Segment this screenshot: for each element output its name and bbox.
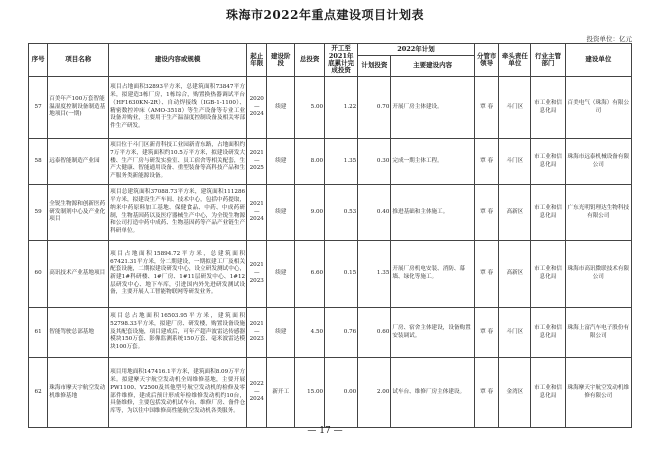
- row-project-name: 智能驾驶总部基地: [48, 308, 109, 358]
- row-total-investment: 6.60: [295, 241, 325, 308]
- row-year-part: 2021: [249, 320, 264, 327]
- header-project-name: 项目名称: [48, 44, 109, 77]
- row-year-part: 2023: [249, 277, 264, 284]
- row-project-name: 百美年产100万套智能温湿度控制设备制造基地项目(一期): [48, 77, 109, 139]
- row-year-part: 2024: [249, 396, 264, 403]
- row-owner: 珠海摩天宇航空发动机维修有限公司: [565, 358, 631, 428]
- row-project-name: 高讯技术产业基地项目: [48, 241, 109, 308]
- header-responsible-unit: 牵头责任单位: [499, 44, 531, 77]
- header-content: 建设内容或规模: [109, 44, 247, 77]
- row-leader: 覃 春: [474, 241, 499, 308]
- row-owner: 珠海市高讯微联技术有限公司: [565, 241, 631, 308]
- row-year-part: 2021: [249, 200, 264, 207]
- row-responsible-unit: 高新区: [499, 185, 531, 241]
- row-seq: 61: [29, 308, 48, 358]
- row-years: [247, 308, 267, 358]
- row-content: 项目占地面积32893平方米，总建筑面积73847平方米，拟建造3栋厂房，1栋综合，购置换热器调试平台（HF1630KN-2R）、自动焊接线（IGB-1-1100）、精密数控冲床（AMO-3518）等生产设备等专业工业设备并购业，主要用于生产温湿度控制设备及相关零部件生产研发。: [109, 77, 247, 139]
- header-stage: 建设阶段: [267, 44, 295, 77]
- row-industry-dept: 市工业和信息化局: [531, 308, 565, 358]
- row-leader: 覃 春: [474, 185, 499, 241]
- row-industry-dept: 市工业和信息化局: [531, 139, 565, 185]
- table-row: [29, 308, 632, 358]
- row-stage: 续建: [267, 139, 295, 185]
- row-year-part: 2022: [249, 380, 264, 387]
- project-plan-table: [28, 43, 632, 428]
- row-year-part: 2021: [249, 149, 264, 156]
- row-total-investment: 9.00: [295, 185, 325, 241]
- row-owner: 珠海市远泰机械设备有限公司: [565, 139, 631, 185]
- row-responsible-unit: 斗门区: [499, 308, 531, 358]
- row-responsible-unit: 斗门区: [499, 139, 531, 185]
- row-plan-investment: 1.35: [358, 241, 391, 308]
- row-leader: 覃 春: [474, 139, 499, 185]
- row-cumulative-investment: 0.53: [325, 185, 358, 241]
- row-stage: 续建: [267, 77, 295, 139]
- row-year-part: 2020: [249, 95, 264, 102]
- row-owner: 珠海上富汽车电子股份有限公司: [565, 308, 631, 358]
- row-content: 项目位于斗门区新青科技工业园新青东路，占地面积约7万平方米，建筑面积约10.5万平方米，拟建设研发大楼、生产厂房与研发实验室、员工宿舍等相关配套，生产大健康、智能通用设备、重型装备等高科技产品和生产服务类新能源设备。: [109, 139, 247, 185]
- row-year-part: 2021: [249, 262, 264, 269]
- row-responsible-unit: 斗门区: [499, 77, 531, 139]
- row-owner: 广东光明钥理达生物科技有限公司: [565, 185, 631, 241]
- row-year-part: —: [253, 103, 260, 110]
- row-total-investment: 4.50: [295, 308, 325, 358]
- row-industry-dept: 市工业和信息化局: [531, 241, 565, 308]
- header-owner: 建设单位: [565, 44, 631, 77]
- row-content: 项目总建筑面积37088.73平方米，建筑面积111286平方米，拟建设生产车间、技术中心，包括中药提取，纳米中药原料加工基地、保健食品、中药、中成药研制，生物基因药以及医疗器械生产中心，为全锐生物源和公司打造中药中成药、生物基因药等产品产业链生产科研单位。: [109, 185, 247, 241]
- row-plan-content: 开展厂房机电安装、消防、幕墙、绿化等施工。: [391, 241, 474, 308]
- table-row: [29, 139, 632, 185]
- header-years: 起止年限: [247, 44, 267, 77]
- row-years: [247, 77, 267, 139]
- row-year-part: —: [253, 157, 260, 164]
- row-plan-content: 开展厂房主体建设。: [391, 77, 474, 139]
- row-total-investment: 15.00: [295, 358, 325, 428]
- header-total-investment: 总投资: [295, 44, 325, 77]
- row-stage: 续建: [267, 241, 295, 308]
- row-seq: 60: [29, 241, 48, 308]
- row-content: 项目总占地面积16503.95平方米，建筑面积52798.33平方米，拟建厂房、研发楼，购置设备设施及其配套设施，项目建成后，可年产超声波雷达传感器模块150万套、影像监测系统150万套、毫米波雷达模块100万套。: [109, 308, 247, 358]
- row-year-part: —: [253, 208, 260, 215]
- row-years: [247, 241, 267, 308]
- row-cumulative-investment: 0.76: [325, 308, 358, 358]
- row-year-part: —: [253, 328, 260, 335]
- row-year-part: 2024: [249, 111, 264, 118]
- header-plan-investment: 计划投资: [358, 56, 391, 77]
- row-plan-investment: 0.30: [358, 139, 391, 185]
- row-leader: 覃 春: [474, 308, 499, 358]
- row-seq: 57: [29, 77, 48, 139]
- header-industry-dept: 行业主管部门: [531, 44, 565, 77]
- row-cumulative-investment: 1.35: [325, 139, 358, 185]
- row-plan-content: 试车台、维修厂房主体建设。: [391, 358, 474, 428]
- row-cumulative-investment: 0.00: [325, 358, 358, 428]
- row-project-name: 远泰智能制造产业园: [48, 139, 109, 185]
- row-responsible-unit: 金湾区: [499, 358, 531, 428]
- row-years: [247, 139, 267, 185]
- row-years: [247, 358, 267, 428]
- row-seq: 58: [29, 139, 48, 185]
- row-industry-dept: 市工业和信息化局: [531, 77, 565, 139]
- row-plan-investment: 0.70: [358, 77, 391, 139]
- table-row: [29, 241, 632, 308]
- row-year-part: 2025: [249, 165, 264, 172]
- row-project-name: 珠海市摩天宇航空发动机维修基地: [48, 358, 109, 428]
- row-owner: 百美电气（珠海）有限公司: [565, 77, 631, 139]
- row-industry-dept: 市工业和信息化局: [531, 185, 565, 241]
- page-title: 珠海市2022年重点建设项目计划表: [226, 8, 424, 22]
- header-plan-group: 2022年计划: [358, 44, 475, 56]
- table-row: [29, 77, 632, 139]
- row-plan-investment: 2.00: [358, 358, 391, 428]
- row-year-part: 2023: [249, 336, 264, 343]
- row-project-name: 全锐生物源和创新医药研发制剂中心及产业化项目: [48, 185, 109, 241]
- header-seq: 序号: [29, 44, 48, 77]
- row-responsible-unit: 高新区: [499, 241, 531, 308]
- row-seq: 59: [29, 185, 48, 241]
- row-plan-content: 推进基础和主体施工。: [391, 185, 474, 241]
- row-plan-investment: 0.40: [358, 185, 391, 241]
- row-leader: 覃 春: [474, 358, 499, 428]
- row-year-part: —: [253, 388, 260, 395]
- page-number: — 17 —: [307, 426, 343, 436]
- row-stage: 续建: [267, 308, 295, 358]
- header-plan-content: 主要建设内容: [391, 56, 474, 77]
- row-industry-dept: 市工业和信息化局: [531, 358, 565, 428]
- row-cumulative-investment: 0.15: [325, 241, 358, 308]
- table-row: [29, 358, 632, 428]
- row-seq: 62: [29, 358, 48, 428]
- row-cumulative-investment: 1.22: [325, 77, 358, 139]
- row-year-part: —: [253, 270, 260, 277]
- row-content: 项目占地面积15894.72平方米，总建筑面积67421.31平方米，分二期建设，一期拟建工厂及相关配套设施，二期拟建设研发中心，设立研发测试中心，新建1#科研楼、1#厂房、1#11层研发中心、1#12层研发中心、地下车库，引进国内外先进研发测试设备，主要开展人工智能物联网等研发业务。: [109, 241, 247, 308]
- investment-unit-note: 投资单位：亿元: [586, 35, 632, 43]
- table-row: [29, 185, 632, 241]
- row-total-investment: 8.00: [295, 139, 325, 185]
- row-plan-content: 完成一期主体工程。: [391, 139, 474, 185]
- row-stage: 新开工: [267, 358, 295, 428]
- row-plan-investment: 0.60: [358, 308, 391, 358]
- row-stage: 续建: [267, 185, 295, 241]
- row-total-investment: 5.00: [295, 77, 325, 139]
- header-cumulative-investment: 开工至2021年底累计完成投资: [325, 44, 358, 77]
- row-plan-content: 厂房、宿舍主体建设，设备购置安装调试。: [391, 308, 474, 358]
- header-leader: 分管市领导: [474, 44, 499, 77]
- row-years: [247, 185, 267, 241]
- row-content: 项目用地面积147416.1平方米，建筑面积8.09万平方米。拟建摩天宇航空发动机全周维修基地，主要开展PW1100、V2500及其他型号航空发动机的检修及零部件维修，建成后预计形成年检维修发动机约10台，具备维修，主要包括发动机试车台、维修厂房、备件仓库等，为以往中国维修高性能航空发动机各类服务。: [109, 358, 247, 428]
- row-year-part: 2024: [249, 216, 264, 223]
- row-leader: 覃 春: [474, 77, 499, 139]
